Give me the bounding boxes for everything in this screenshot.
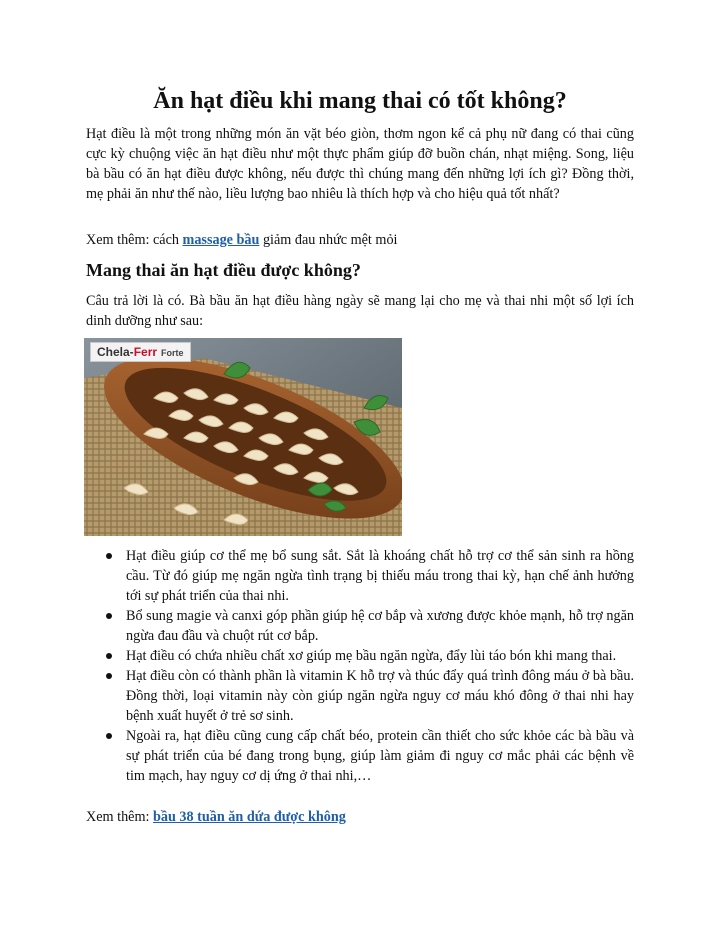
list-item bbox=[86, 606, 634, 646]
page-title: Ăn hạt điều khi mang thai có tốt không? bbox=[153, 88, 567, 114]
logo-part-3: Forte bbox=[161, 348, 184, 358]
logo-part-2: Ferr bbox=[133, 345, 158, 359]
bullet-dot bbox=[106, 673, 112, 679]
bullet-dot bbox=[106, 733, 112, 739]
cashew-illustration bbox=[84, 338, 402, 536]
section-heading: Mang thai ăn hạt điều được không? bbox=[86, 260, 361, 280]
bullet-dot bbox=[106, 653, 112, 659]
see-also-massage bbox=[86, 230, 634, 250]
benefit-text: Ngoài ra, hạt điều cũng cung cấp chất béo, protein cần thiết cho sức khỏe các bà bầu và sự phát triển của bé đang trong bụng, giúp làm giảm đi nguy cơ mắc phải các bệnh về tim mạch, hay nguy cơ dị ứng ở thai nhi,… bbox=[126, 728, 634, 784]
benefits-list bbox=[86, 546, 634, 786]
benefit-text: Hạt điều có chứa nhiều chất xơ giúp mẹ bầu ngăn ngừa, đẩy lùi táo bón khi mang thai. bbox=[126, 648, 617, 664]
logo-part-1: Chela- bbox=[97, 345, 134, 359]
list-item bbox=[86, 546, 634, 606]
see-also-prefix: Xem thêm: bbox=[86, 809, 153, 825]
benefit-text: Hạt điều giúp cơ thể mẹ bổ sung sắt. Sắt là khoáng chất hỗ trợ cơ thể sản sinh ra hồng cầu. Từ đó giúp mẹ ngăn ngừa tình trạng bị thiếu máu trong thai kỳ, hạn chế ảnh hưởng tới sự phát triển của thai nhi. bbox=[126, 548, 634, 604]
cashew-bowl-image bbox=[84, 338, 402, 536]
benefit-text: Hạt điều còn có thành phần là vitamin K hỗ trợ và thúc đẩy quá trình đông máu ở bà bầu. Đồng thời, loại vitamin này còn giúp ngăn ngừa nguy cơ máu khó đông ở thai nhi hay bệnh xuất huyết ở trẻ sơ sinh. bbox=[126, 668, 634, 724]
see-also-suffix: giảm đau nhức mệt mỏi bbox=[259, 232, 398, 248]
bullet-dot bbox=[106, 553, 112, 559]
chela-ferr-forte-logo bbox=[90, 342, 191, 362]
bullet-dot bbox=[106, 613, 112, 619]
list-item bbox=[86, 666, 634, 726]
see-also-pineapple bbox=[86, 807, 634, 827]
see-also-prefix: Xem thêm: cách bbox=[86, 232, 183, 248]
bau-38-tuan-link[interactable]: bầu 38 tuần ăn dứa được không bbox=[152, 809, 346, 825]
list-item bbox=[86, 726, 634, 786]
list-item bbox=[86, 646, 634, 666]
benefit-text: Bổ sung magie và canxi góp phần giúp hệ cơ bắp và xương được khỏe mạnh, hỗ trợ ngăn ngừa đau đầu và chuột rút cơ bắp. bbox=[126, 608, 634, 644]
intro-paragraph: Hạt điều là một trong những món ăn vặt béo giòn, thơm ngon kể cả phụ nữ đang có thai cũng cực kỳ chuộng việc ăn hạt điều như một thực phẩm giúp đỡ buồn chán, nhạt miệng. Song, liệu bà bầu có ăn hạt điều được không, nếu được thì chúng mang đến những lợi ích gì? Đồng thời, mẹ phải ăn như thế nào, liều lượng bao nhiêu là thích hợp và cho hiệu quả tốt nhất? bbox=[86, 126, 634, 202]
massage-bau-link[interactable]: massage bầu bbox=[182, 232, 260, 248]
answer-paragraph: Câu trả lời là có. Bà bầu ăn hạt điều hàng ngày sẽ mang lại cho mẹ và thai nhi một số lợi ích dinh dưỡng như sau: bbox=[86, 293, 634, 329]
